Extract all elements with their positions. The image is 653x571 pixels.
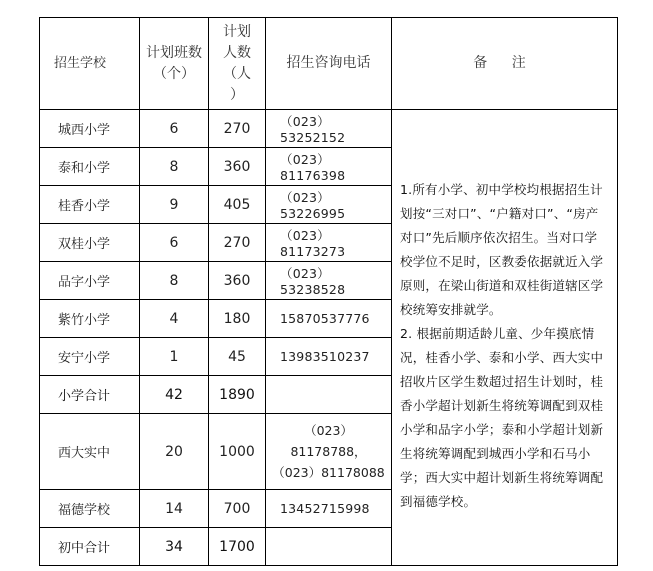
class-count: 6 [140,224,209,262]
header-students-line-2: 人数 [223,44,251,61]
phone-number [266,414,392,490]
student-count: 270 [209,224,266,262]
phone-number: 13452715998 [266,490,392,528]
class-count: 8 [140,262,209,300]
header-students-line-3: （人 [223,65,251,82]
phone-line-1: （023） [304,423,353,438]
class-count: 20 [140,414,209,490]
student-count: 360 [209,262,266,300]
header-classes [140,18,209,110]
phone-number: （023）81176398 [266,148,392,186]
class-count: 9 [140,186,209,224]
enrollment-table [39,17,618,566]
remark-note-1: 1.所有小学、初中学校均根据招生计划按“三对口”、“户籍对口”、“房产对口”先后顺序依次招生。当对口学校学位不足时，区教委依据就近入学原则，在梁山街道和双桂街道辖区学校统筹安排就学。 [400,181,604,317]
phone-line-3: （023）81178088 [272,465,385,480]
class-count: 1 [140,338,209,376]
student-count: 405 [209,186,266,224]
header-students [209,18,266,110]
phone-line-2: 81178788， [290,444,367,459]
student-count: 45 [209,338,266,376]
table-row [40,110,618,148]
total-label: 初中合计 [40,528,140,566]
total-classes: 42 [140,376,209,414]
total-label: 小学合计 [40,376,140,414]
header-classes-line-2: （个） [153,65,195,82]
school-name: 桂香小学 [40,186,140,224]
school-name: 福德学校 [40,490,140,528]
total-students: 1700 [209,528,266,566]
student-count: 180 [209,300,266,338]
header-classes-line-1: 计划班数 [146,44,202,61]
class-count: 4 [140,300,209,338]
school-name: 安宁小学 [40,338,140,376]
student-count: 360 [209,148,266,186]
header-students-line-1: 计划 [223,23,251,40]
student-count: 700 [209,490,266,528]
class-count: 8 [140,148,209,186]
total-students: 1890 [209,376,266,414]
phone-number: （023）53238528 [266,262,392,300]
school-name: 紫竹小学 [40,300,140,338]
phone-number: （023）53226995 [266,186,392,224]
school-name: 西大实中 [40,414,140,490]
header-school: 招生学校 [40,18,140,110]
header-students-line-4: ） [230,86,244,103]
remarks-cell [392,110,618,566]
student-count: 270 [209,110,266,148]
school-name: 城西小学 [40,110,140,148]
total-classes: 34 [140,528,209,566]
class-count: 6 [140,110,209,148]
phone-number: （023）81173273 [266,224,392,262]
school-name: 品字小学 [40,262,140,300]
remark-note-2: 2. 根据前期适龄儿童、少年摸底情况，桂香小学、泰和小学、西大实中招收片区学生数超过招生计划时，桂香小学超计划新生将统筹调配到双桂小学和品字小学；泰和小学超计划新生将统筹调配到城西小学和石马小学；西大实中超计划新生将统筹调配到福德学校。 [400,325,604,509]
empty-phone-cell [266,376,392,414]
empty-phone-cell [266,528,392,566]
header-row [40,18,618,110]
student-count: 1000 [209,414,266,490]
school-name: 双桂小学 [40,224,140,262]
phone-number: （023）53252152 [266,110,392,148]
class-count: 14 [140,490,209,528]
school-name: 泰和小学 [40,148,140,186]
header-remark: 备 注 [392,18,618,110]
phone-number: 15870537776 [266,300,392,338]
header-phone: 招生咨询电话 [266,18,392,110]
phone-number: 13983510237 [266,338,392,376]
